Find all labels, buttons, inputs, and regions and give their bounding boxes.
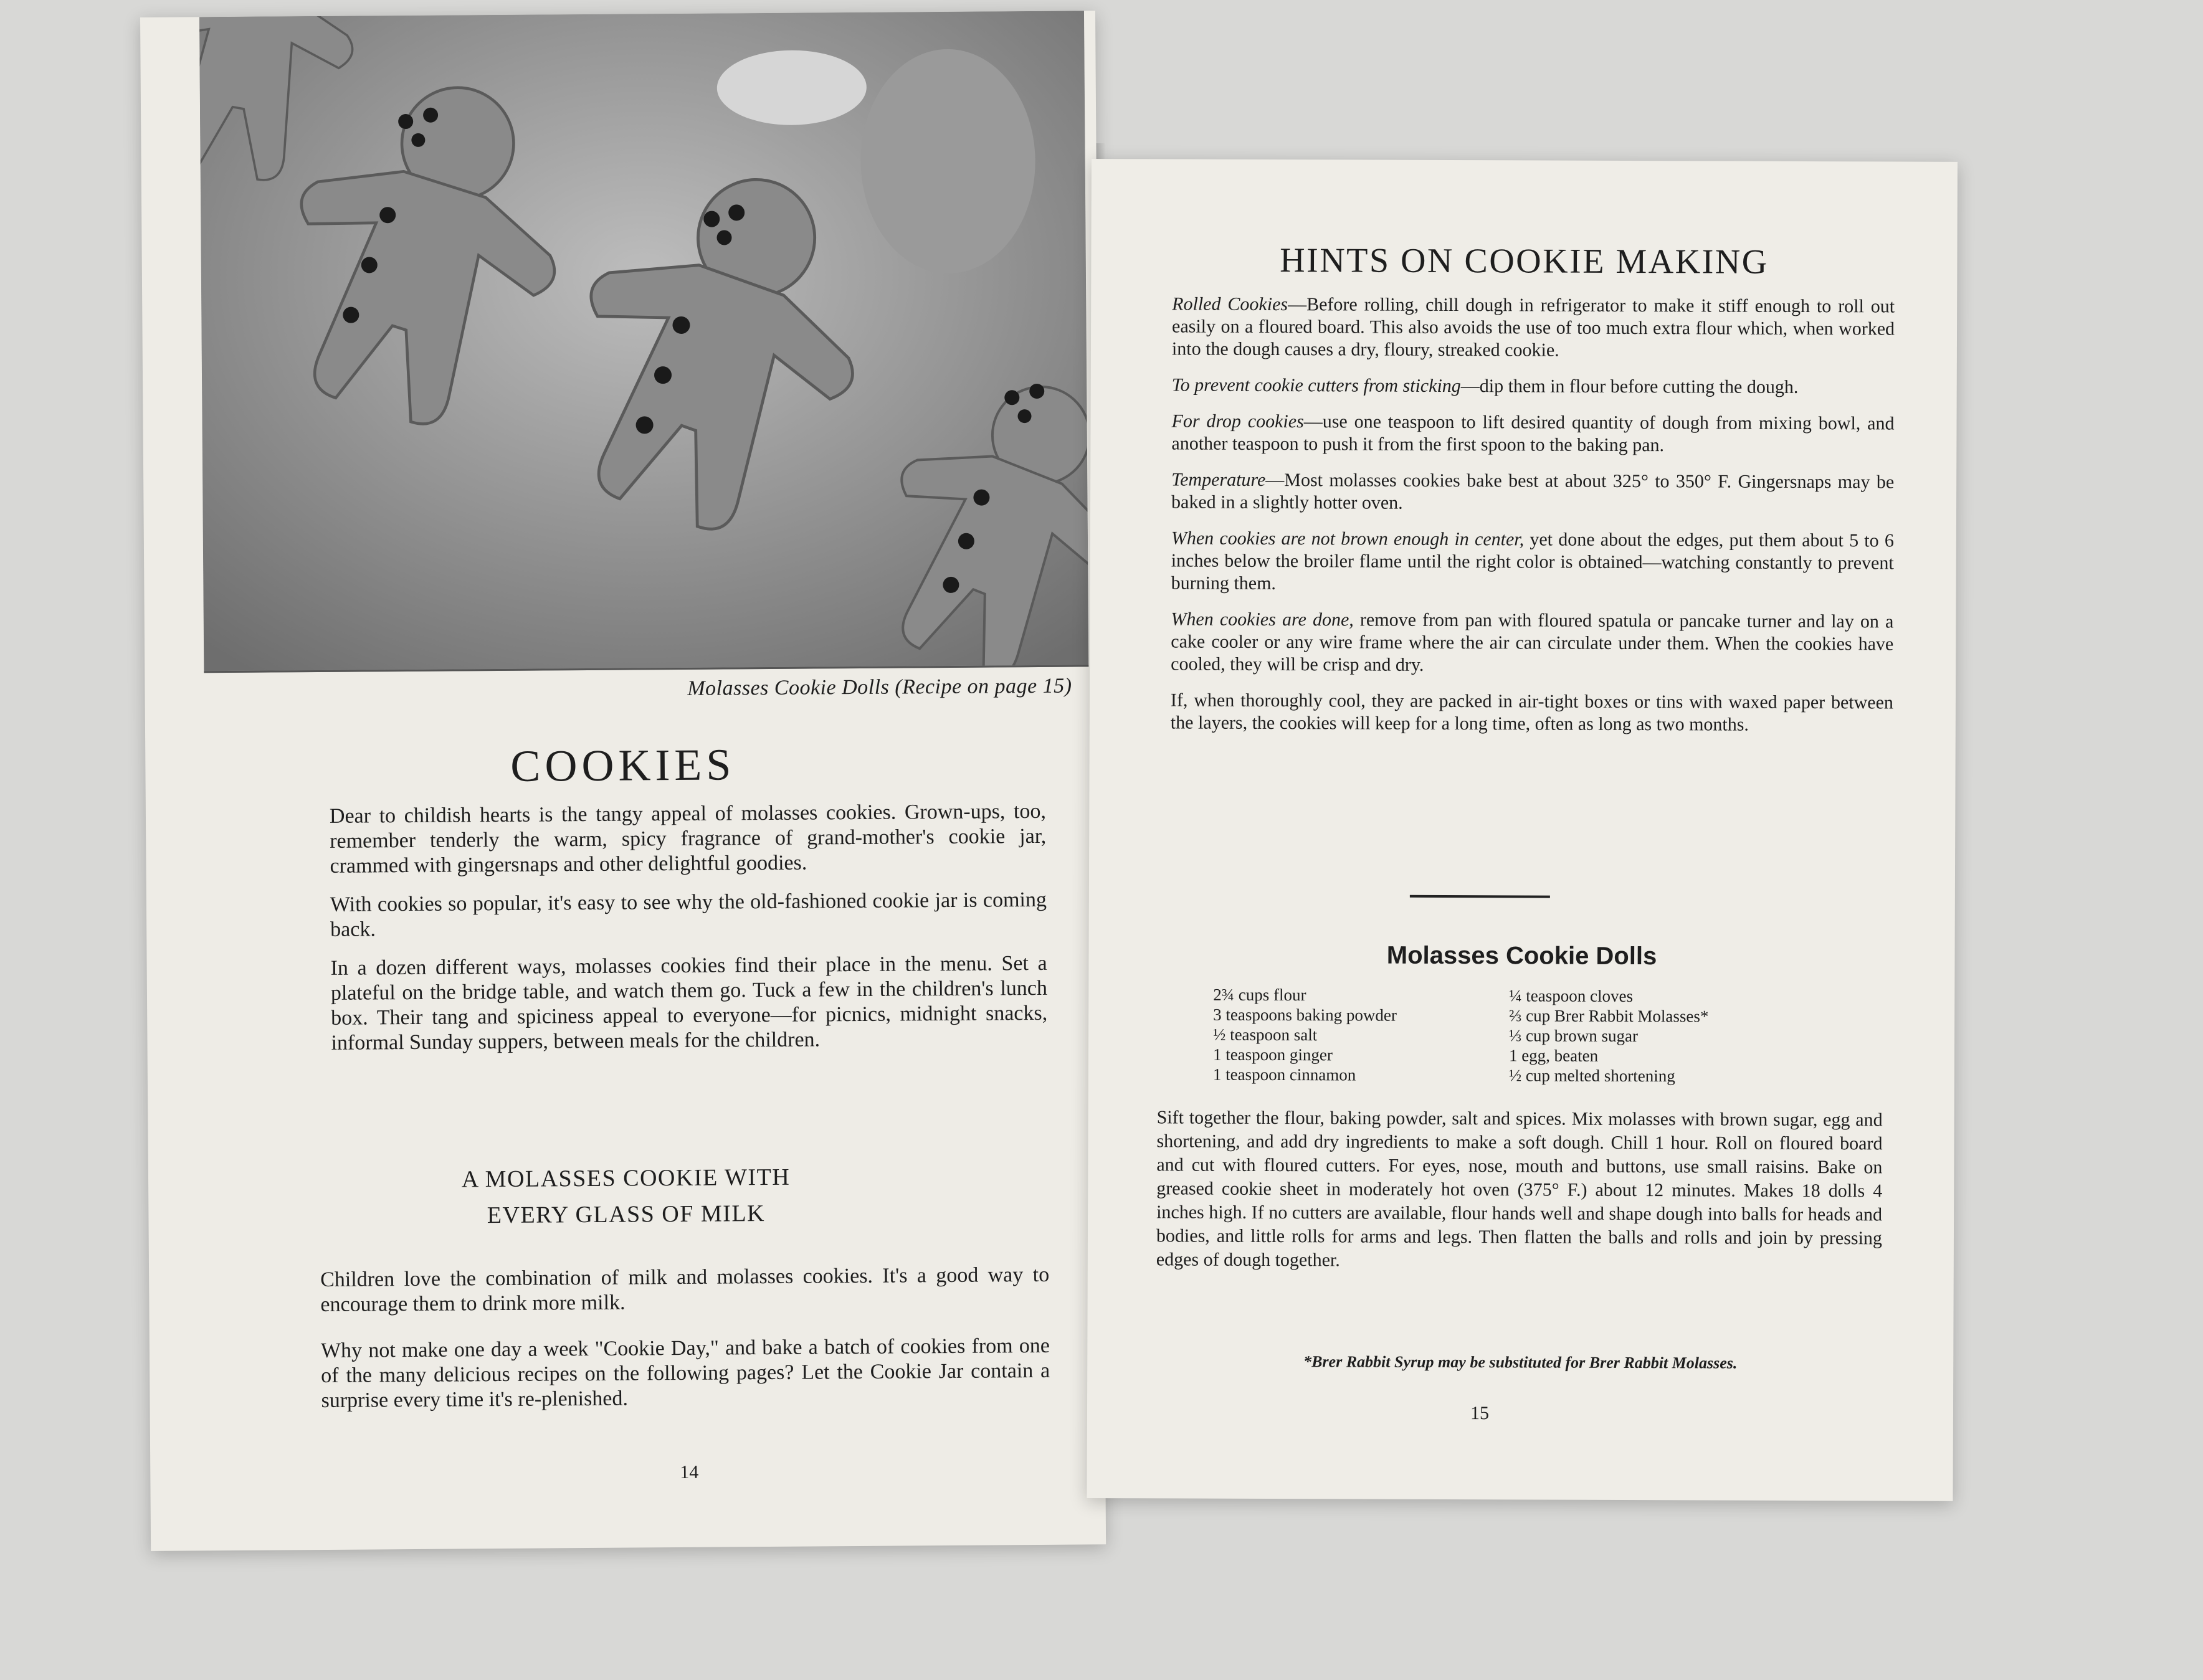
ingredients-list: [1213, 985, 1806, 1086]
hint-text: —use one teaspoon to lift desired quantity of dough from mixing bowl, and another teaspoon to push it from the first spoon to the baking pan.: [1171, 411, 1895, 456]
ingredient: 1 egg, beaten: [1508, 1046, 1599, 1065]
hint-text: yet done about the edges, put them about 5 to 6 inches below the broiler flame until the right color is obtained—watching constantly to prevent burning them.: [1171, 529, 1894, 594]
ingredients-column: [1213, 985, 1510, 1086]
page-number: 14: [680, 1461, 699, 1483]
ingredient: 1 teaspoon cinnamon: [1212, 1065, 1356, 1084]
page-title: COOKIES: [510, 739, 736, 791]
section-heading: [148, 1157, 1104, 1236]
right-page: [1087, 159, 1957, 1501]
photo-caption: Molasses Cookie Dolls (Recipe on page 15): [687, 674, 1072, 700]
hint-text: If, when thoroughly cool, they are packed in air-tight boxes or tins with waxed paper between the layers, the cookies will keep for a long time, often as long as two months.: [1170, 690, 1894, 735]
hints-list: [1171, 293, 1895, 750]
hint-lead: Temperature: [1171, 469, 1266, 490]
ingredient: ⅓ cup brown sugar: [1509, 1026, 1639, 1046]
ingredient: 1 teaspoon ginger: [1212, 1045, 1333, 1065]
section-heading-line: A MOLASSES COOKIE WITH: [461, 1164, 791, 1193]
ingredient: ½ teaspoon salt: [1213, 1025, 1318, 1045]
hint-lead: When cookies are done,: [1171, 609, 1354, 630]
ingredient: 3 teaspoons baking powder: [1213, 1005, 1397, 1025]
gingerbread-illustration: [199, 11, 1088, 671]
cookie-dolls-photo: [199, 11, 1088, 673]
recipe-footnote: *Brer Rabbit Syrup may be substituted for Brer Rabbit Molasses.: [1303, 1352, 1738, 1372]
ingredient: ¼ teaspoon cloves: [1509, 986, 1634, 1006]
ingredient: ½ cup melted shortening: [1508, 1066, 1675, 1086]
paragraph: Children love the combination of milk and molasses cookies. It's a good way to encourage them to drink more milk.: [320, 1263, 1050, 1317]
ingredients-column: [1509, 985, 1806, 1086]
ingredient: 2¾ cups flour: [1213, 985, 1306, 1005]
left-page: [140, 11, 1106, 1551]
hints-title: HINTS ON COOKIE MAKING: [1280, 241, 1769, 282]
recipe-title: Molasses Cookie Dolls: [1386, 941, 1657, 971]
hint-text: —dip them in flour before cutting the dough.: [1460, 376, 1799, 397]
hint-lead: Rolled Cookies: [1172, 293, 1288, 315]
paragraph: Why not make one day a week "Cookie Day," and bake a batch of cookies from one of the many delicious recipes on the following pages? Let the Cookie Jar contain a surprise every time it's re-plenished.: [320, 1334, 1050, 1413]
hint-item: [1171, 527, 1894, 597]
intro-text: [330, 799, 1048, 1070]
paragraph: In a dozen different ways, molasses cookies find their place in the menu. Set a plateful on the bridge table, and watch them go. Tuck a few in the children's lunch box. Their tang and spiciness appeal to everyone—for picnics, midnight snacks, informal Sunday suppers, between meals for the children.: [330, 951, 1048, 1055]
hint-item: [1171, 608, 1893, 678]
hint-item: [1171, 468, 1894, 516]
ingredient: ⅔ cup Brer Rabbit Molasses*: [1509, 1006, 1709, 1026]
hint-item: [1171, 410, 1894, 457]
hint-text: —Before rolling, chill dough in refrigerator to make it stiff enough to roll out easily on a floured board. This also avoids the use of too much extra flour which, when worked into the dough causes a dry, floury, streaked cookie.: [1171, 294, 1895, 361]
hint-item: [1172, 374, 1895, 399]
hint-item: [1172, 293, 1895, 363]
divider-rule: [1410, 895, 1550, 898]
hint-lead: When cookies are not brown enough in center,: [1171, 528, 1525, 550]
page-number: 15: [1470, 1403, 1490, 1424]
hint-text: remove from pan with floured spatula or pancake turner and lay on a cake cooler or any wire frame where the air can circulate under them. When the cookies have cooled, they will be crisp and dry.: [1171, 609, 1894, 675]
paragraph: Dear to childish hearts is the tangy appeal of molasses cookies. Grown-ups, too, remember tenderly the warm, spicy fragrance of grand-mother's cookie jar, crammed with gingersnaps and other delightful goodies.: [329, 799, 1047, 878]
hint-item: [1171, 689, 1893, 736]
hint-text: —Most molasses cookies bake best at about 325° to 350° F. Gingersnaps may be baked in a slightly hotter oven.: [1171, 469, 1895, 513]
hint-lead: For drop cookies: [1171, 411, 1304, 432]
milk-section-text: [320, 1241, 1050, 1435]
paragraph: With cookies so popular, it's easy to see why the old-fashioned cookie jar is coming back.: [330, 888, 1047, 941]
hint-lead: To prevent cookie cutters from sticking: [1171, 374, 1461, 397]
section-heading-line: EVERY GLASS OF MILK: [487, 1200, 766, 1229]
recipe-directions: Sift together the flour, baking powder, salt and spices. Mix molasses with brown sugar, egg and shortening, and add dry ingredients to make a soft dough. Chill 1 hour. Roll on floured board and cut with floured cutters. For eyes, nose, mouth and buttons, use small raisins. Bake on greased cookie sheet in moderately hot oven (375° F.) about 12 minutes. Makes 18 dolls 4 inches high. If no cutters are available, flour hands well and shape dough into balls for heads and bodies, and little rolls for arms and legs. Then flatten the balls and rolls and join by pressing edges of dough together.: [1156, 1107, 1883, 1271]
